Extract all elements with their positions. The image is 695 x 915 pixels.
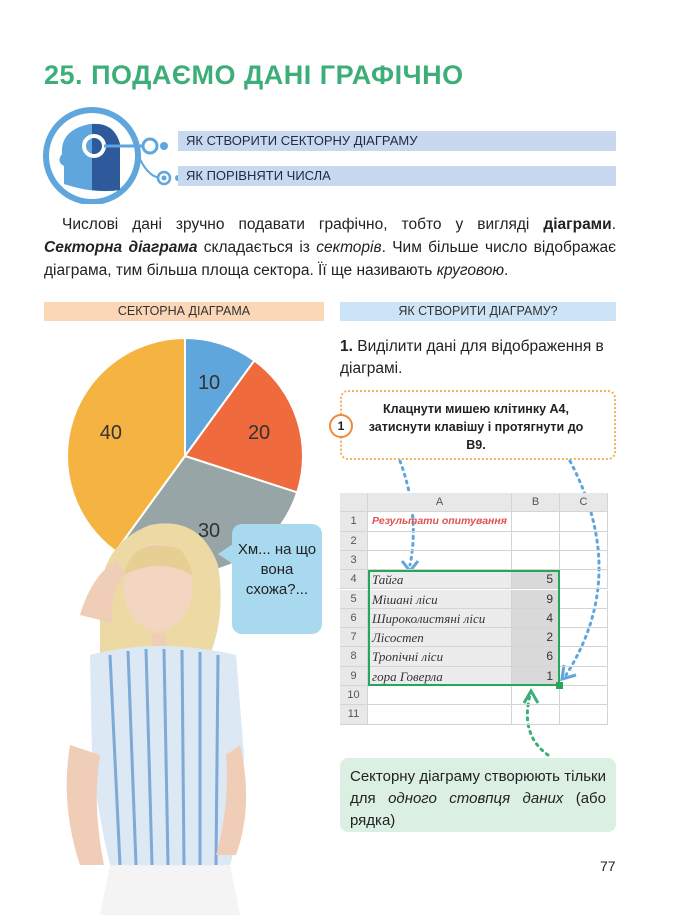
lesson-title: ПОДАЄМО ДАНІ ГРАФІЧНО: [91, 60, 464, 90]
cell-c[interactable]: [560, 551, 608, 570]
cell-a[interactable]: Результати опитування: [368, 512, 512, 531]
cell-c[interactable]: [560, 647, 608, 666]
cell-c[interactable]: [560, 609, 608, 628]
cell-c[interactable]: [560, 667, 608, 686]
cell-c[interactable]: [560, 532, 608, 551]
cell-a[interactable]: Тропічні ліси: [368, 647, 512, 666]
selection-range: [368, 570, 560, 686]
cell-a[interactable]: Широколистяні ліси: [368, 609, 512, 628]
page-title: [44, 60, 464, 91]
column-header[interactable]: B: [512, 493, 560, 512]
row-header[interactable]: 11: [340, 705, 368, 724]
cell-c[interactable]: [560, 570, 608, 589]
row-header[interactable]: 3: [340, 551, 368, 570]
row-header[interactable]: 9: [340, 667, 368, 686]
pie-label: 40: [99, 421, 123, 444]
spreadsheet[interactable]: [340, 493, 608, 725]
page-number: 77: [600, 858, 616, 874]
cell-a[interactable]: [368, 532, 512, 551]
cell-c[interactable]: [560, 628, 608, 647]
cell-a[interactable]: Мішані ліси: [368, 590, 512, 609]
pie-label: 10: [197, 371, 221, 394]
topic-1: ЯК СТВОРИТИ СЕКТОРНУ ДІАГРАМУ: [178, 131, 616, 151]
cell-a[interactable]: [368, 686, 512, 705]
row-header[interactable]: 7: [340, 628, 368, 647]
cell-c[interactable]: [560, 686, 608, 705]
column-header[interactable]: A: [368, 493, 512, 512]
cell-b[interactable]: 5: [512, 570, 560, 589]
row-header[interactable]: 2: [340, 532, 368, 551]
cell-b[interactable]: 2: [512, 628, 560, 647]
cell-b[interactable]: [512, 551, 560, 570]
cell-c[interactable]: [560, 590, 608, 609]
topic-2: ЯК ПОРІВНЯТИ ЧИСЛА: [178, 166, 616, 186]
thought-bubble: Хм... на що вона схожа?...: [232, 524, 322, 634]
row-header[interactable]: 1: [340, 512, 368, 531]
cell-a[interactable]: Тайга: [368, 570, 512, 589]
row-header[interactable]: 5: [340, 590, 368, 609]
instruction-text: Клацнути мишею клітинку А4, затиснути клавішу і протягнути до В9.: [368, 402, 584, 452]
cell-b[interactable]: [512, 686, 560, 705]
row-header[interactable]: 10: [340, 686, 368, 705]
pie-label: 30: [197, 520, 221, 543]
cell-b[interactable]: 1: [512, 667, 560, 686]
info-note: Секторну діаграму створюють тільки для одного стовпця даних (або рядка): [340, 758, 616, 832]
band-how-to: ЯК СТВОРИТИ ДІАГРАМУ?: [340, 302, 616, 321]
cell-b[interactable]: [512, 512, 560, 531]
band-pie-chart: СЕКТОРНА ДІАГРАМА: [44, 302, 324, 321]
cell-c[interactable]: [560, 512, 608, 531]
fill-handle[interactable]: [556, 682, 563, 689]
cell-b[interactable]: [512, 705, 560, 724]
cell-b[interactable]: 6: [512, 647, 560, 666]
lesson-number: 25.: [44, 60, 84, 90]
cell-a[interactable]: [368, 551, 512, 570]
row-header[interactable]: 8: [340, 647, 368, 666]
row-header[interactable]: 4: [340, 570, 368, 589]
cell-b[interactable]: 4: [512, 609, 560, 628]
cell-a[interactable]: Лісостеп: [368, 628, 512, 647]
cell-a[interactable]: гора Говерла: [368, 667, 512, 686]
row-header[interactable]: 6: [340, 609, 368, 628]
cell-b[interactable]: [512, 532, 560, 551]
cell-b[interactable]: 9: [512, 590, 560, 609]
column-header[interactable]: C: [560, 493, 608, 512]
cell-c[interactable]: [560, 705, 608, 724]
step-1: 1. Виділити дані для відображення в діаграмі.: [340, 338, 604, 377]
corner-cell[interactable]: [340, 493, 368, 512]
pie-label: 20: [247, 421, 271, 444]
head-profile-icon: [42, 104, 192, 204]
step-badge: 1: [329, 414, 353, 438]
intro-paragraph: Числові дані зручно подавати графічно, тобто у вигляді діаграми. Секторна діаграма складається із секторів. Чим більше число відображає діаграма, тим більша площа сектора. Її ще називають круговою.: [44, 216, 616, 279]
cell-a[interactable]: [368, 705, 512, 724]
